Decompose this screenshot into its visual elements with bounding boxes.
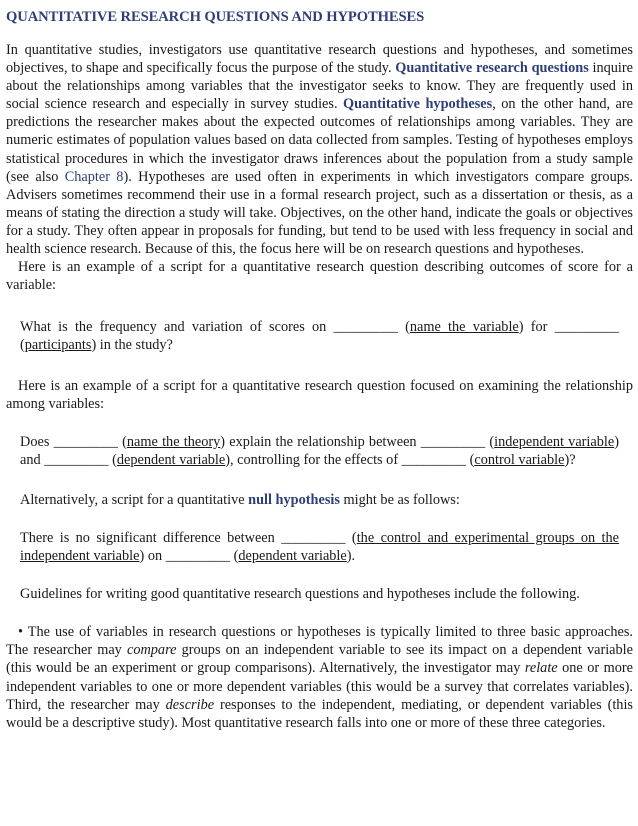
- research-question-script: [6, 318, 633, 354]
- placeholder-dependent-variable: dependent variable: [238, 548, 347, 565]
- text-run: There is no significant difference between _________ (: [20, 529, 357, 546]
- placeholder-theory: name the theory: [126, 433, 221, 450]
- placeholder-control-variable: control variable: [474, 451, 565, 468]
- text-run: inquire about the relationships among variables that the investigator seeks to know. They are frequently used in social science research and especially in survey studies.: [6, 60, 633, 113]
- text-run: ) on _________ (: [139, 548, 239, 565]
- text-run: ). Hypotheses are used often in experiments in which investigators compare groups. Advisers sometimes recommend their use in a formal research project, such as a dissertation or thesis, as a means of stating the direction a study will take. Objectives, on the other hand, indicate the goals or objectives for a study. They often appear in proposals for funding, but tend to be used with less frequency in social and health science research. Because of this, the focus here will be on research questions and hypotheses.: [6, 168, 634, 258]
- relationship-question-script: [6, 433, 633, 469]
- key-term-hypotheses: Quantitative hypotheses: [342, 96, 493, 113]
- intro-paragraph: [6, 41, 633, 258]
- chapter-link[interactable]: Chapter 8: [64, 168, 124, 185]
- text-run: Does _________ (: [20, 433, 127, 450]
- placeholder-dependent-variable: dependent variable: [116, 451, 226, 468]
- section-heading: QUANTITATIVE RESEARCH QUESTIONS AND HYPOTHESES: [6, 9, 425, 25]
- text-run: ) in the study?: [91, 337, 173, 354]
- text-run: ).: [346, 548, 356, 565]
- text-run: one or more independent variables to one or more dependent variables (this would be a survey that correlates variables). Third, the researcher may: [6, 660, 633, 713]
- text-run: ) and _________ (: [20, 433, 619, 468]
- text-run: • The use of variables in research questions or hypotheses is typically limited to three basic approaches. The researcher may: [6, 624, 633, 659]
- null-hypothesis-script: [6, 529, 633, 565]
- placeholder-independent-variable: independent variable: [494, 433, 615, 450]
- key-term-null-hypothesis: null hypothesis: [248, 491, 340, 508]
- script-intro-paragraph: Here is an example of a script for a quantitative research question describing outcomes of score for a variable:: [6, 259, 633, 294]
- text-run: ), controlling for the effects of _________ (: [225, 451, 475, 468]
- emphasis-describe: describe: [165, 696, 215, 713]
- text-run: , on the other hand, are predictions the researcher makes about the expected outcomes of relationships among variables. They are numeric estimates of population values based on data collected from samples. Testing of hypotheses employs statistical procedures in which the investigator draws inferences about the population from a study sample (see also: [6, 96, 634, 185]
- text-run: responses to the independent, mediating, or dependent variables (this would be a descriptive study). Most quantitative research falls into one or more of these three categories.: [6, 696, 633, 731]
- emphasis-relate: relate: [524, 660, 558, 677]
- text-run: Alternatively, a script for a quantitative: [20, 491, 249, 508]
- placeholder-participants: participants: [24, 337, 92, 354]
- null-hypothesis-intro: [6, 491, 633, 509]
- emphasis-compare: compare: [126, 642, 177, 659]
- placeholder-variable: name the variable: [409, 319, 519, 336]
- text-run: groups on an independent variable to see its impact on a dependent variable (this would be an experiment or group comparisons). Alternatively, the investigator may: [6, 642, 633, 677]
- text-run: What is the frequency and variation of scores on _________ (: [20, 319, 410, 336]
- text-run: ) explain the relationship between _________ (: [220, 433, 495, 450]
- guidelines-intro: Guidelines for writing good quantitative research questions and hypotheses include the following.: [20, 586, 580, 603]
- placeholder-groups: the control and experimental groups on the independent variable: [20, 529, 619, 565]
- text-run: might be as follows:: [339, 491, 460, 508]
- text-run: )?: [564, 451, 576, 468]
- text-run: ) for _________ (: [20, 319, 619, 354]
- relationship-intro-paragraph: Here is an example of a script for a quantitative research question focused on examining the relationship among variables:: [6, 377, 633, 412]
- text-run: In quantitative studies, investigators use quantitative research questions and hypotheses, and sometimes objectives, to shape and specifically focus the purpose of the study.: [6, 42, 633, 77]
- key-term-research-questions: Quantitative research questions: [395, 60, 589, 77]
- guideline-bullet: [6, 623, 633, 732]
